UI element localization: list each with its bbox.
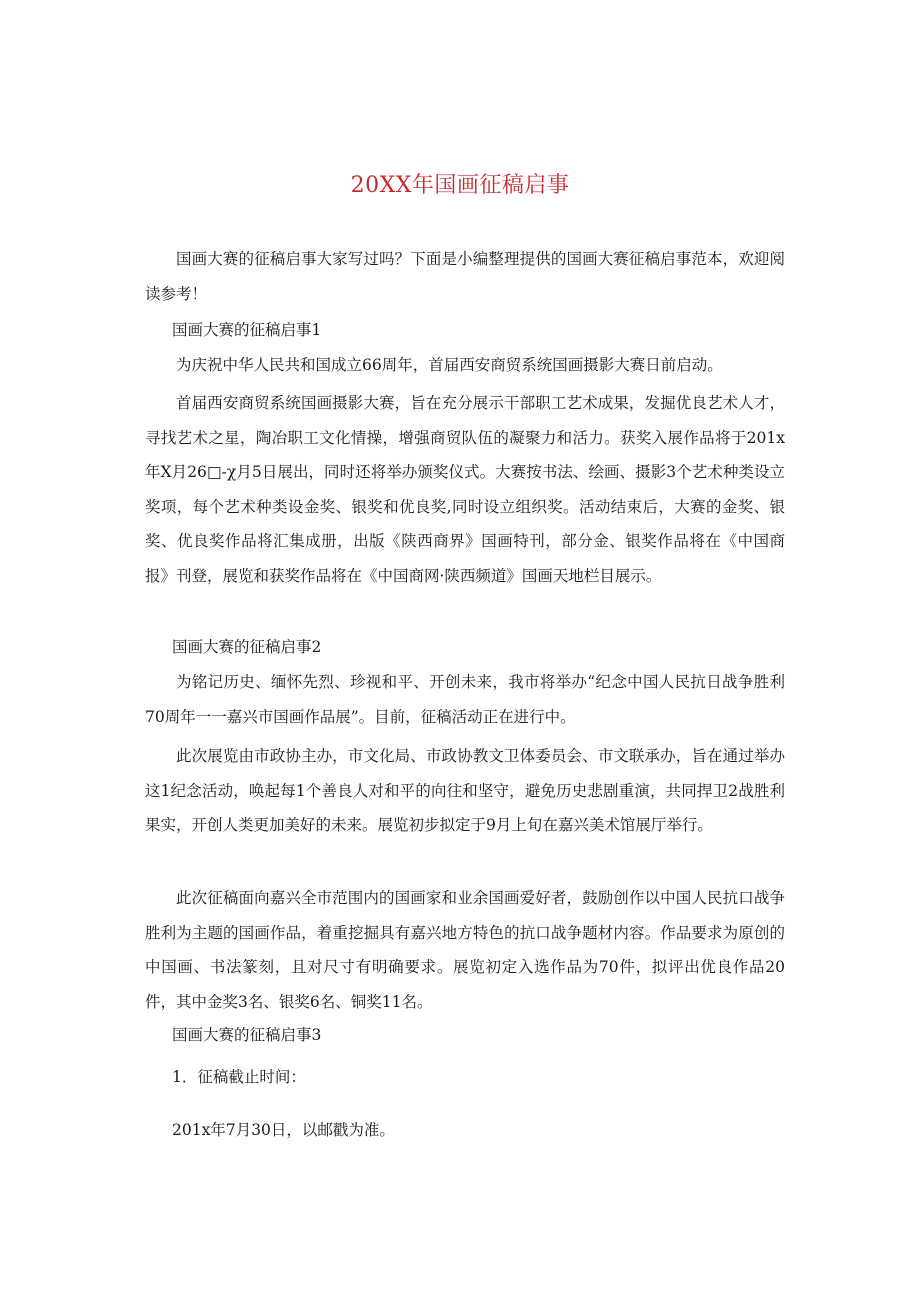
section-1-paragraph-1: 为庆祝中华人民共和国成立66周年，首届西安商贸系统国画摄影大赛日前启动。 — [176, 356, 723, 374]
section-heading-3: 国画大赛的征稿启事3 — [172, 1026, 322, 1044]
intro-paragraph: 国画大赛的征稿启事大家写过吗？下面是小编整理提供的国画大赛征稿启事范本，欢迎阅读参考！ — [145, 250, 785, 303]
section-2-paragraph-1: 为铭记历史、缅怀先烈、珍视和平、开创未来，我市将举办“纪念中国人民抗日战争胜利70周年一一嘉兴市国画作品展”。目前，征稿活动正在进行中。 — [145, 673, 785, 726]
section-heading-1: 国画大赛的征稿启事1 — [172, 321, 322, 339]
section-2-paragraph-2: 此次展览由市政协主办，市文化局、市政协教文卫体委员会、市文联承办，旨在通过举办这1纪念活动，唤起每1个善良人对和平的向往和坚守，避免历史悲剧重演，共同捍卫2战胜利果实，开创人类更加美好的未来。展览初步拟定于9月上旬在嘉兴美术馆展厅举行。 — [145, 747, 785, 834]
section-2-paragraph-3: 此次征稿面向嘉兴全市范围内的国画家和业余国画爱好者，鼓励创作以中国人民抗口战争胜利为主题的国画作品，着重挖掘具有嘉兴地方特色的抗口战争题材内容。作品要求为原创的中国画、书法篆刻，且对尺寸有明确要求。展览初定入选作品为70件，拟评出优良作品20件，其中金奖3名、银奖6名、铜奖11名。 — [145, 889, 785, 1011]
page-title: 20XX年国画征稿启事 — [350, 173, 570, 198]
section-heading-2: 国画大赛的征稿启事2 — [172, 638, 322, 656]
section-1-paragraph-2: 首届西安商贸系统国画摄影大赛，旨在充分展示干部职工艺术成果，发掘优良艺术人才，寻找艺术之星，陶冶职工文化情操，增强商贸队伍的凝聚力和活力。获奖入展作品将于201x年X月26□-χ月5日展出，同时还将举办颁奖仪式。大赛按书法、绘画、摄影3个艺术种类设立奖项，每个艺术种类设金奖、银奖和优良奖,同时设立组织奖。活动结束后，大赛的金奖、银奖、优良奖作品将汇集成册，出版《陕西商界》国画特刊，部分金、银奖作品将在《中国商报》刊登，展览和获奖作品将在《中国商网·陕西频道》国画天地栏目展示。 — [145, 394, 785, 585]
deadline-text: 201x年7月30日，以邮戳为准。 — [172, 1121, 395, 1139]
list-item: 1．征稿截止时间： — [172, 1068, 306, 1086]
